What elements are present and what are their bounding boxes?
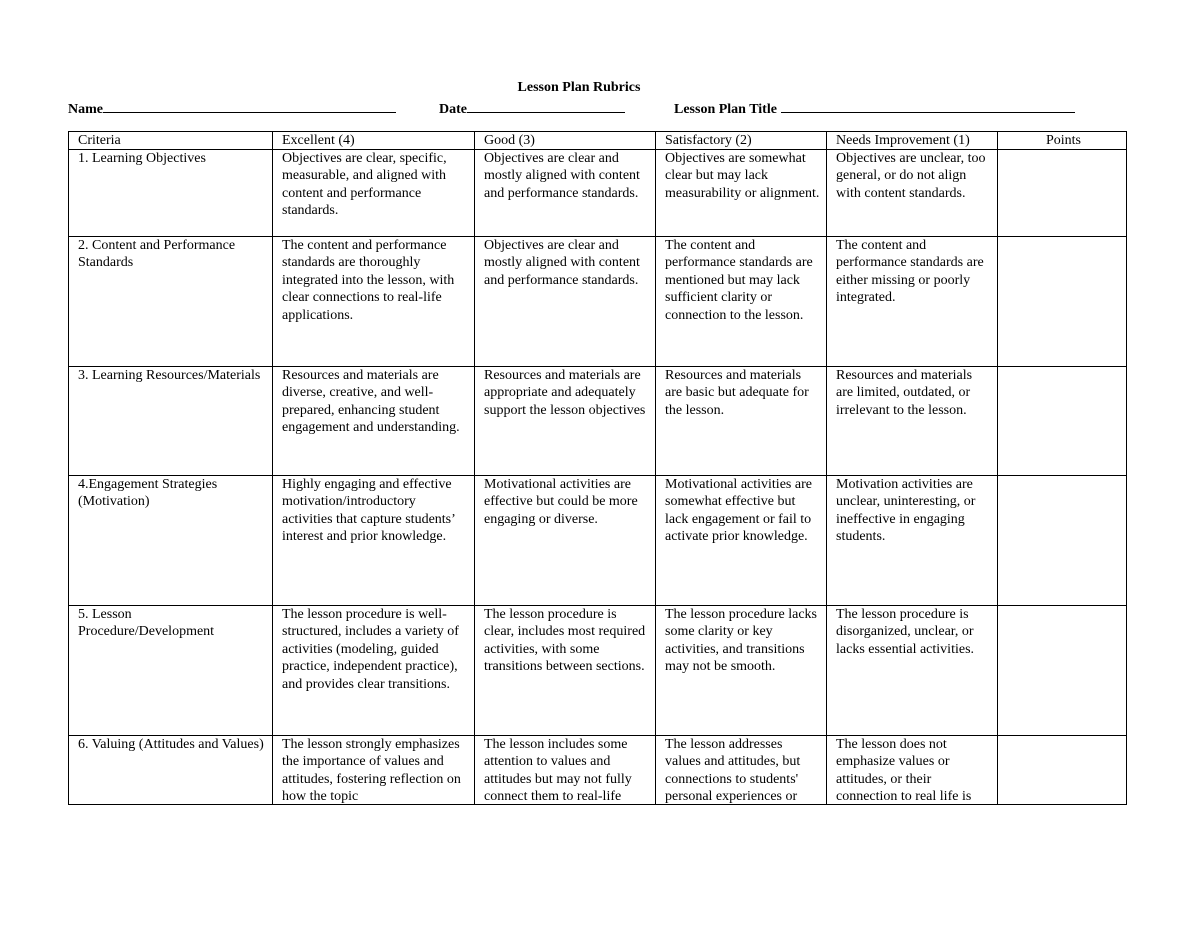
rubric-table — [68, 131, 1127, 805]
table-row — [69, 736, 1127, 805]
good-cell — [475, 736, 656, 805]
table-row — [69, 150, 1127, 237]
table-row — [69, 237, 1127, 367]
column-header-needs-improvement: Needs Improvement (1) — [827, 132, 998, 150]
satisfactory-cell: The content and performance standards are mentioned but may lack sufficient clarity or connection to the lesson. — [656, 237, 827, 367]
criteria-text: 6. Valuing (Attitudes and Values) — [78, 737, 264, 752]
table-row — [69, 476, 1127, 606]
criteria-cell: 2. Content and Performance Standards — [69, 237, 273, 367]
excellent-cell — [273, 736, 475, 805]
needs-improvement-cell: Objectives are unclear, too general, or do not align with content standards. — [827, 150, 998, 237]
page-title: Lesson Plan Rubrics — [517, 80, 641, 95]
points-cell[interactable] — [998, 150, 1127, 237]
date-blank-line[interactable] — [467, 98, 625, 113]
criteria-cell: 5. Lesson Procedure/Development — [69, 606, 273, 736]
satisfactory-text: The lesson addresses values and attitudes, but connections to students' personal experiences or — [665, 737, 801, 804]
lesson-title-label: Lesson Plan Title — [674, 102, 777, 117]
date-label: Date — [439, 102, 467, 117]
satisfactory-cell — [656, 736, 827, 805]
needs-improvement-cell: Motivation activities are unclear, uninteresting, or ineffective in engaging students. — [827, 476, 998, 606]
needs-improvement-cell: Resources and materials are limited, outdated, or irrelevant to the lesson. — [827, 367, 998, 476]
needs-improvement-cell — [827, 736, 998, 805]
satisfactory-cell: Objectives are somewhat clear but may lack measurability or alignment. — [656, 150, 827, 237]
good-cell: Motivational activities are effective but could be more engaging or diverse. — [475, 476, 656, 606]
table-header-row — [69, 132, 1127, 150]
excellent-text: The lesson strongly emphasizes the importance of values and attitudes, fostering reflection on how the topic — [282, 737, 461, 804]
satisfactory-cell: Motivational activities are somewhat effective but lack engagement or fail to activate prior knowledge. — [656, 476, 827, 606]
needs-improvement-cell: The content and performance standards are either missing or poorly integrated. — [827, 237, 998, 367]
good-cell: Objectives are clear and mostly aligned with content and performance standards. — [475, 150, 656, 237]
column-header-satisfactory: Satisfactory (2) — [656, 132, 827, 150]
points-cell[interactable] — [998, 606, 1127, 736]
name-label: Name — [68, 102, 103, 117]
satisfactory-cell: Resources and materials are basic but adequate for the lesson. — [656, 367, 827, 476]
header-fields — [68, 98, 1128, 118]
needs-improvement-text: The lesson does not emphasize values or attitudes, or their connection to real life is — [836, 737, 972, 804]
good-cell: The lesson procedure is clear, includes most required activities, with some transitions between sections. — [475, 606, 656, 736]
criteria-cell: 1. Learning Objectives — [69, 150, 273, 237]
needs-improvement-cell: The lesson procedure is disorganized, unclear, or lacks essential activities. — [827, 606, 998, 736]
criteria-cell — [69, 736, 273, 805]
excellent-cell: The lesson procedure is well-structured, includes a variety of activities (modeling, guided practice, independent practice), and provides clear transitions. — [273, 606, 475, 736]
good-cell: Resources and materials are appropriate and adequately support the lesson objectives — [475, 367, 656, 476]
lesson-title-field[interactable] — [674, 98, 1075, 118]
date-field[interactable] — [439, 98, 625, 118]
points-cell[interactable] — [998, 367, 1127, 476]
excellent-cell: Resources and materials are diverse, creative, and well-prepared, enhancing student engagement and understanding. — [273, 367, 475, 476]
points-cell[interactable] — [998, 237, 1127, 367]
points-cell[interactable] — [998, 476, 1127, 606]
column-header-good: Good (3) — [475, 132, 656, 150]
table-row — [69, 606, 1127, 736]
column-header-excellent: Excellent (4) — [273, 132, 475, 150]
excellent-cell: Highly engaging and effective motivation/introductory activities that capture students’ interest and prior knowledge. — [273, 476, 475, 606]
table-row — [69, 367, 1127, 476]
points-cell[interactable] — [998, 736, 1127, 805]
name-blank-line[interactable] — [103, 98, 396, 113]
satisfactory-cell: The lesson procedure lacks some clarity or key activities, and transitions may not be smooth. — [656, 606, 827, 736]
good-cell: Objectives are clear and mostly aligned with content and performance standards. — [475, 237, 656, 367]
excellent-cell: The content and performance standards are thoroughly integrated into the lesson, with clear connections to real-life applications. — [273, 237, 475, 367]
criteria-cell: 3. Learning Resources/Materials — [69, 367, 273, 476]
criteria-cell: 4.Engagement Strategies (Motivation) — [69, 476, 273, 606]
name-field[interactable] — [68, 98, 396, 118]
excellent-cell: Objectives are clear, specific, measurable, and aligned with content and performance standards. — [273, 150, 475, 237]
column-header-points: Points — [998, 132, 1127, 150]
lesson-title-blank-line[interactable] — [781, 98, 1075, 113]
good-text: The lesson includes some attention to values and attitudes but may not fully connect them to real-life — [484, 737, 632, 804]
column-header-criteria: Criteria — [69, 132, 273, 150]
